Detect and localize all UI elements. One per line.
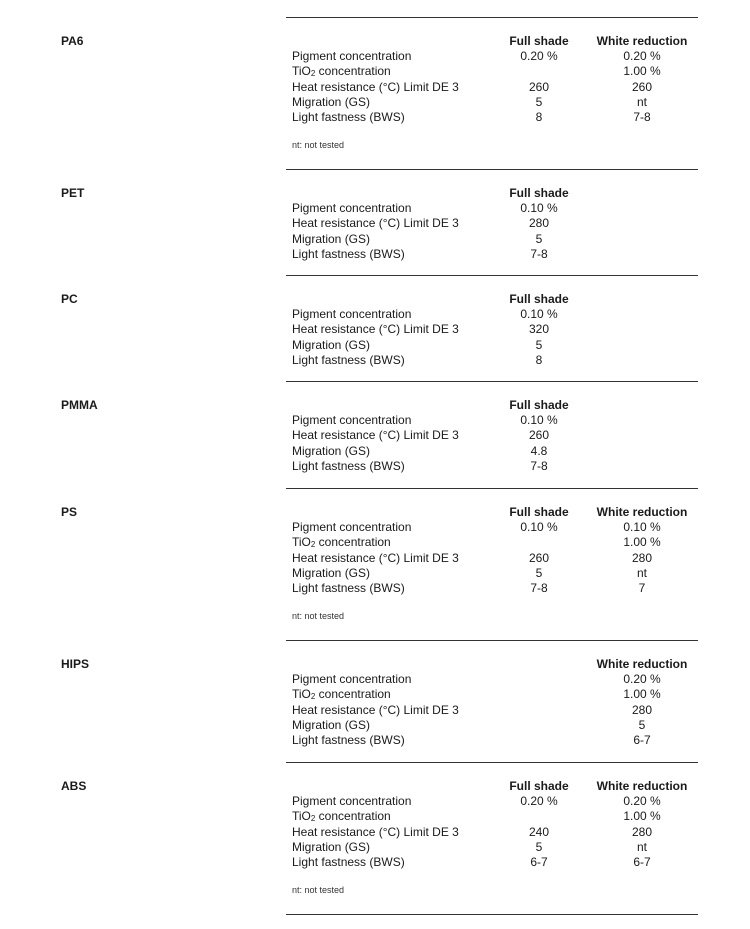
tio2-suffix: concentration (315, 809, 391, 823)
full-shade-value: 0.10 % (520, 201, 558, 215)
property-row-migration (292, 840, 702, 855)
full-shade-value: 6-7 (530, 855, 548, 869)
property-label: Pigment concentration (292, 794, 412, 808)
white-reduction-value: 260 (631, 80, 653, 94)
tio2-prefix: TiO (292, 535, 311, 549)
property-row-light (292, 459, 702, 474)
property-label: Migration (GS) (292, 232, 371, 246)
full-shade-value: 8 (535, 353, 543, 367)
property-label: Heat resistance (°C) Limit DE 3 (292, 80, 459, 94)
property-label: Migration (GS) (292, 566, 371, 580)
property-label: Heat resistance (°C) Limit DE 3 (292, 216, 459, 230)
full-shade-value: 5 (535, 232, 543, 246)
property-row-tio2 (292, 64, 702, 79)
column-header-row (292, 186, 702, 201)
property-label: Light fastness (BWS) (292, 110, 405, 124)
column-header-row (292, 292, 702, 307)
property-label: Light fastness (BWS) (292, 353, 405, 367)
material-name: HIPS (61, 657, 90, 671)
tio2-subscript: 2 (310, 69, 316, 78)
column-header-row (292, 34, 702, 49)
property-row-migration (292, 338, 702, 353)
property-row-light (292, 733, 702, 748)
white-reduction-header: White reduction (596, 657, 688, 671)
white-reduction-value: 0.10 % (623, 520, 661, 534)
property-label: Heat resistance (°C) Limit DE 3 (292, 428, 459, 442)
white-reduction-value: 5 (638, 718, 646, 732)
property-label: Light fastness (BWS) (292, 581, 405, 595)
property-row-light (292, 353, 702, 368)
property-row-pigment (292, 49, 702, 64)
property-row-heat (292, 216, 702, 231)
tio2-subscript: 2 (310, 692, 316, 701)
property-label: Heat resistance (°C) Limit DE 3 (292, 825, 459, 839)
property-label: Light fastness (BWS) (292, 855, 405, 869)
full-shade-value: 8 (535, 110, 543, 124)
property-row-heat (292, 703, 702, 718)
white-reduction-value: 1.00 % (623, 687, 661, 701)
material-name: PMMA (61, 398, 98, 412)
tio2-prefix: TiO (292, 64, 311, 78)
footnote: nt: not tested (292, 885, 345, 895)
full-shade-value: 5 (535, 566, 543, 580)
full-shade-header: Full shade (509, 779, 569, 793)
footnote: nt: not tested (292, 611, 345, 621)
white-reduction-value: 1.00 % (623, 535, 661, 549)
full-shade-value: 0.10 % (520, 520, 558, 534)
property-row-heat (292, 551, 702, 566)
property-label (292, 687, 391, 702)
property-label: Pigment concentration (292, 49, 412, 63)
property-label: Pigment concentration (292, 520, 412, 534)
white-reduction-value: 7 (638, 581, 646, 595)
property-label: Heat resistance (°C) Limit DE 3 (292, 551, 459, 565)
property-label: Pigment concentration (292, 413, 412, 427)
full-shade-header: Full shade (509, 398, 569, 412)
full-shade-value: 260 (528, 80, 550, 94)
property-label: Migration (GS) (292, 444, 371, 458)
full-shade-value: 7-8 (530, 459, 548, 473)
full-shade-value: 260 (528, 428, 550, 442)
white-reduction-header: White reduction (596, 505, 688, 519)
section-divider (286, 640, 698, 641)
column-header-row (292, 657, 702, 672)
property-row-heat (292, 428, 702, 443)
white-reduction-value: 280 (631, 703, 653, 717)
property-row-light (292, 110, 702, 125)
full-shade-value: 0.10 % (520, 307, 558, 321)
tio2-suffix: concentration (315, 535, 391, 549)
full-shade-value: 0.20 % (520, 794, 558, 808)
property-row-pigment (292, 201, 702, 216)
property-row-pigment (292, 672, 702, 687)
white-reduction-value: 6-7 (633, 733, 651, 747)
property-row-pigment (292, 520, 702, 535)
property-row-pigment (292, 413, 702, 428)
full-shade-header: Full shade (509, 292, 569, 306)
full-shade-value: 5 (535, 338, 543, 352)
property-row-heat (292, 322, 702, 337)
tio2-subscript: 2 (310, 540, 316, 549)
white-reduction-value: 1.00 % (623, 809, 661, 823)
white-reduction-value: 1.00 % (623, 64, 661, 78)
full-shade-value: 5 (535, 95, 543, 109)
property-label: Migration (GS) (292, 718, 371, 732)
full-shade-value: 7-8 (530, 247, 548, 261)
full-shade-header: Full shade (509, 186, 569, 200)
full-shade-value: 280 (528, 216, 550, 230)
white-reduction-value: 280 (631, 551, 653, 565)
property-label: Heat resistance (°C) Limit DE 3 (292, 703, 459, 717)
full-shade-value: 0.20 % (520, 49, 558, 63)
full-shade-value: 4.8 (530, 444, 548, 458)
property-row-tio2 (292, 809, 702, 824)
property-row-heat (292, 80, 702, 95)
column-header-row (292, 505, 702, 520)
material-name: PET (61, 186, 85, 200)
property-row-light (292, 581, 702, 596)
section-divider (286, 762, 698, 763)
property-label: Pigment concentration (292, 201, 412, 215)
section-divider (286, 381, 698, 382)
material-name: PS (61, 505, 78, 519)
full-shade-value: 5 (535, 840, 543, 854)
property-label: Heat resistance (°C) Limit DE 3 (292, 322, 459, 336)
property-label: Migration (GS) (292, 95, 371, 109)
tio2-prefix: TiO (292, 687, 311, 701)
property-row-migration (292, 566, 702, 581)
property-label (292, 535, 391, 550)
material-name: ABS (61, 779, 87, 793)
full-shade-value: 240 (528, 825, 550, 839)
property-row-pigment (292, 794, 702, 809)
property-row-tio2 (292, 535, 702, 550)
full-shade-value: 7-8 (530, 581, 548, 595)
property-label (292, 64, 391, 79)
full-shade-header: Full shade (509, 505, 569, 519)
section-divider (286, 488, 698, 489)
full-shade-value: 260 (528, 551, 550, 565)
white-reduction-value: nt (636, 840, 647, 854)
property-row-migration (292, 232, 702, 247)
tio2-subscript: 2 (310, 814, 316, 823)
full-shade-value: 320 (528, 322, 550, 336)
section-divider (286, 169, 698, 170)
white-reduction-header: White reduction (596, 34, 688, 48)
section-divider (286, 914, 698, 915)
property-row-migration (292, 718, 702, 733)
full-shade-value: 0.10 % (520, 413, 558, 427)
property-row-migration (292, 95, 702, 110)
property-label: Pigment concentration (292, 307, 412, 321)
property-label: Migration (GS) (292, 840, 371, 854)
material-name: PC (61, 292, 78, 306)
property-label: Pigment concentration (292, 672, 412, 686)
white-reduction-value: 6-7 (633, 855, 651, 869)
property-row-pigment (292, 307, 702, 322)
property-label: Migration (GS) (292, 338, 371, 352)
material-name: PA6 (61, 34, 84, 48)
property-row-tio2 (292, 687, 702, 702)
section-divider (286, 17, 698, 18)
property-row-heat (292, 825, 702, 840)
property-label: Light fastness (BWS) (292, 247, 405, 261)
white-reduction-value: 0.20 % (623, 672, 661, 686)
property-label: Light fastness (BWS) (292, 459, 405, 473)
property-row-migration (292, 444, 702, 459)
footnote: nt: not tested (292, 140, 345, 150)
white-reduction-value: nt (636, 566, 647, 580)
white-reduction-value: 0.20 % (623, 49, 661, 63)
section-divider (286, 275, 698, 276)
column-header-row (292, 779, 702, 794)
full-shade-header: Full shade (509, 34, 569, 48)
tio2-suffix: concentration (315, 64, 391, 78)
white-reduction-header: White reduction (596, 779, 688, 793)
white-reduction-value: 280 (631, 825, 653, 839)
property-label (292, 809, 391, 824)
column-header-row (292, 398, 702, 413)
property-row-light (292, 247, 702, 262)
white-reduction-value: 7-8 (633, 110, 651, 124)
property-row-light (292, 855, 702, 870)
white-reduction-value: 0.20 % (623, 794, 661, 808)
tio2-prefix: TiO (292, 809, 311, 823)
white-reduction-value: nt (636, 95, 647, 109)
property-label: Light fastness (BWS) (292, 733, 405, 747)
tio2-suffix: concentration (315, 687, 391, 701)
